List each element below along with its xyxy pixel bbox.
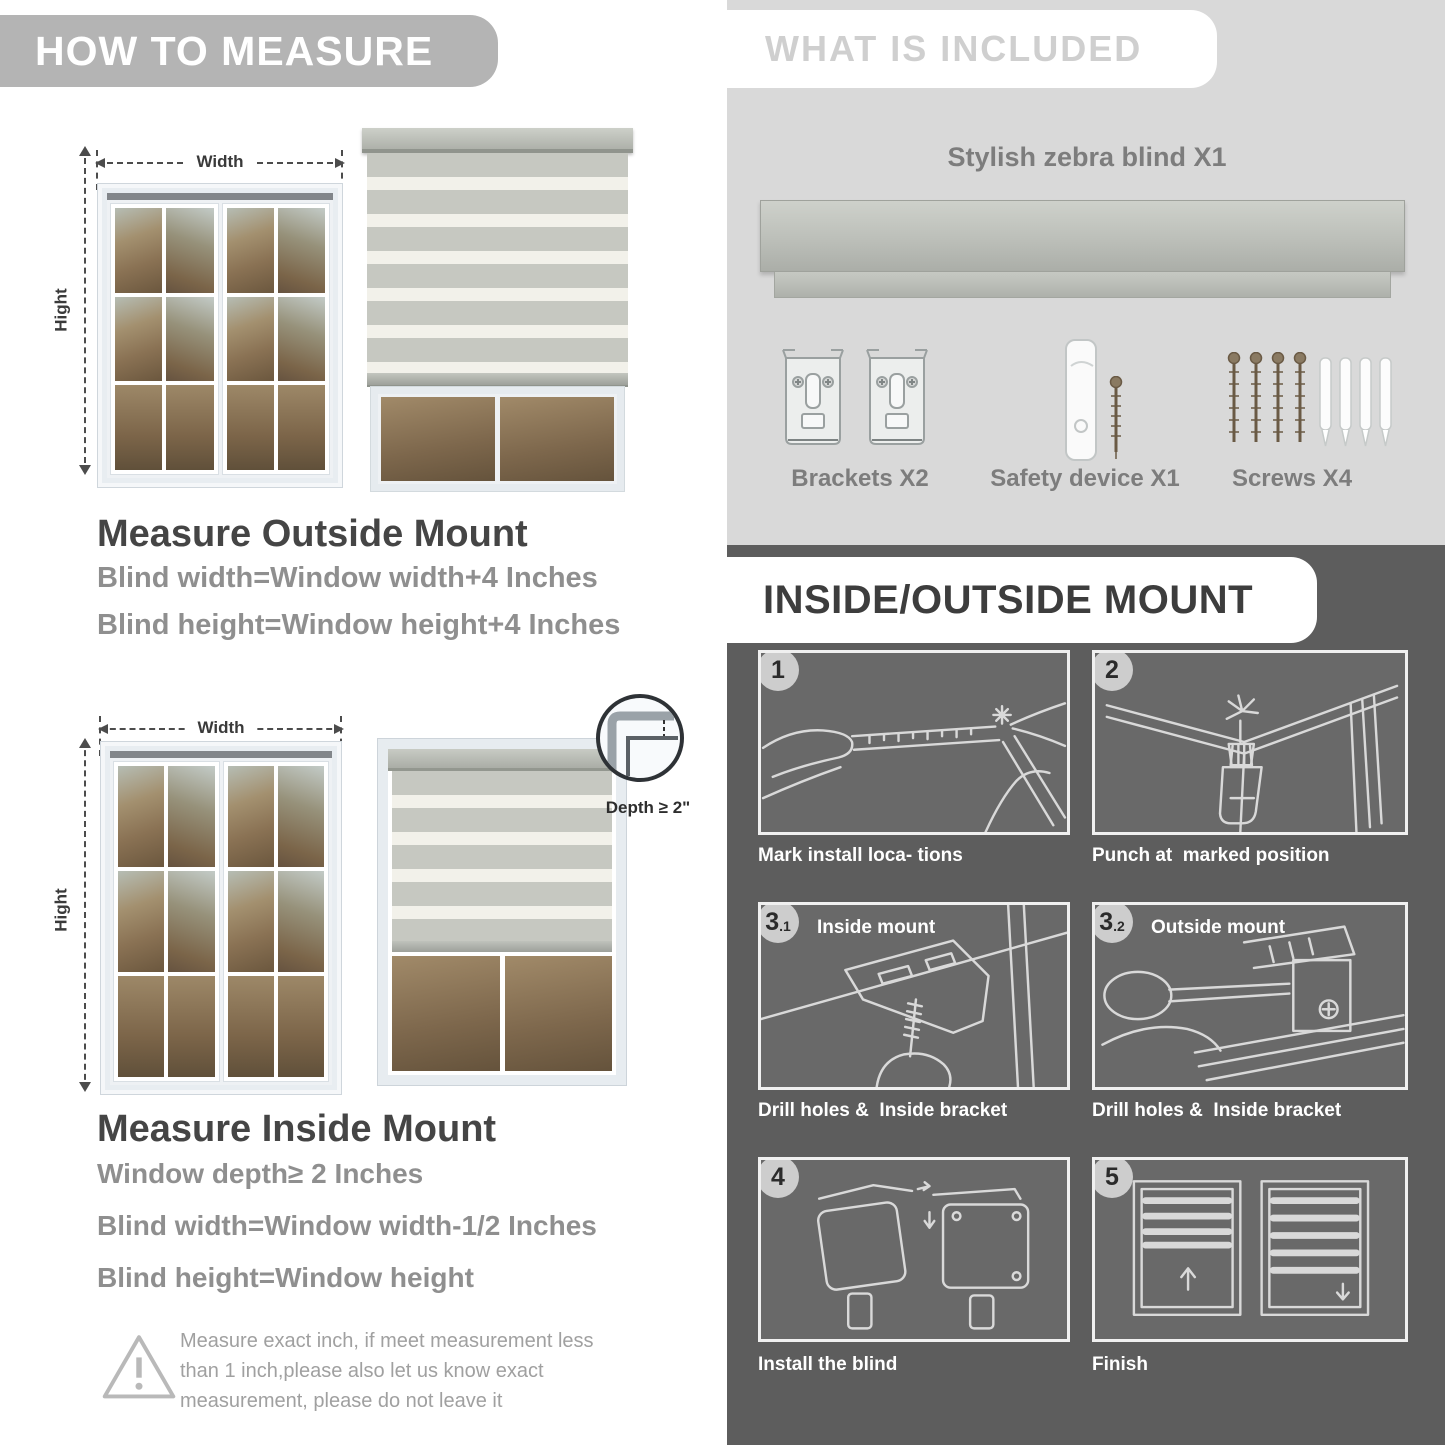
height-dimension-label: Hight <box>51 888 71 932</box>
measure-outside-title: Measure Outside Mount <box>97 513 528 555</box>
step-caption: Install the blind <box>758 1354 898 1375</box>
inside-outside-mount-title: INSIDE/OUTSIDE MOUNT <box>763 578 1254 622</box>
blind-zebra-stripes <box>392 771 612 941</box>
height-dimension-arrow <box>84 148 86 473</box>
blind-bottom-rail <box>392 941 612 952</box>
measure-rule-line: Blind width=Window width+4 Inches <box>97 562 598 594</box>
what-is-included-header <box>727 10 1217 88</box>
zebra-blind-illustration-outside <box>362 128 633 495</box>
blind-headrail-bottom-strip <box>774 272 1391 298</box>
measure-rule-line: Blind height=Window height+4 Inches <box>97 609 621 641</box>
step-number-badge: 4 <box>758 1157 799 1198</box>
blind-bottom-rail <box>367 373 628 387</box>
bracket-icon <box>866 348 928 454</box>
measure-inside-title: Measure Inside Mount <box>97 1108 497 1150</box>
measure-rule-line: Window depth≥ 2 Inches <box>97 1158 424 1189</box>
warning-triangle-icon <box>100 1326 178 1406</box>
step-caption: Mark install loca- tions <box>758 845 963 866</box>
window-track <box>110 751 332 758</box>
screw-icon <box>1108 376 1124 460</box>
step-number-badge: 1 <box>758 650 799 691</box>
step1-mark-locations-illustration <box>761 653 1067 832</box>
step-number-badge: 3 .1 <box>758 902 799 943</box>
step-caption: Punch at marked position <box>1092 845 1330 866</box>
inside-outside-mount-section <box>727 545 1445 1445</box>
depth-label: Depth ≥ 2" <box>605 798 691 817</box>
included-item-icons <box>727 338 1445 468</box>
warning-text: Measure exact inch, if meet measurement less than 1 inch,please also let us know exact measurement, please do not leave it <box>180 1330 594 1412</box>
item-label-safety-device: Safety device X1 <box>990 465 1180 492</box>
how-to-measure-title: HOW TO MEASURE <box>35 28 434 74</box>
item-label-brackets: Brackets X2 <box>791 465 929 492</box>
window-below-blind <box>392 956 612 1071</box>
step-caption: Drill holes & Inside bracket <box>758 1100 1008 1121</box>
step-sub-label: Inside mount <box>817 917 936 938</box>
screws-and-anchors-icon <box>1226 352 1396 456</box>
step-panel-5 <box>1092 1157 1408 1342</box>
width-dimension-label: Width <box>186 152 253 172</box>
step-panel-3-1 <box>758 902 1070 1090</box>
step5-finish-illustration <box>1095 1160 1405 1339</box>
window-illustration-outside <box>97 183 343 488</box>
bracket-icon <box>782 348 844 454</box>
step-panel-4 <box>758 1157 1070 1342</box>
height-dimension-arrow <box>84 740 86 1090</box>
step-number-badge: 3 .2 <box>1092 902 1133 943</box>
item-label-screws: Screws X4 <box>1231 465 1353 492</box>
width-dimension-label: Width <box>187 718 254 738</box>
safety-device-icon <box>1064 338 1100 464</box>
what-is-included-section <box>727 0 1445 545</box>
how-to-measure-header <box>0 15 498 87</box>
depth-magnifier-icon <box>596 694 684 782</box>
step-caption: Finish <box>1092 1354 1148 1375</box>
height-dimension-label: Hight <box>51 288 71 332</box>
step-sub-label: Outside mount <box>1151 917 1286 938</box>
blind-cassette <box>388 749 616 771</box>
measure-rule-line: Blind height=Window height <box>97 1262 474 1293</box>
product-label: Stylish zebra blind X1 <box>947 142 1227 172</box>
measure-rule-line: Blind width=Window width-1/2 Inches <box>97 1210 597 1241</box>
window-track <box>107 193 333 200</box>
blind-headrail-image <box>760 200 1405 272</box>
window-below-blind <box>371 387 624 491</box>
step-panel-1 <box>758 650 1070 835</box>
step-panel-2 <box>1092 650 1408 835</box>
blind-cassette <box>362 128 633 153</box>
step4-install-blind-illustration <box>761 1160 1067 1339</box>
step-caption: Drill holes & Inside bracket <box>1092 1100 1342 1121</box>
step-panel-3-2 <box>1092 902 1408 1090</box>
step-number-badge: 2 <box>1092 650 1133 691</box>
step-number-badge: 5 <box>1092 1157 1133 1198</box>
zebra-blind-illustration-inside <box>378 739 626 1085</box>
window-sashes <box>110 758 332 1085</box>
step2-punch-illustration <box>1095 653 1405 832</box>
window-sashes <box>107 200 333 478</box>
blind-zebra-stripes <box>367 153 628 373</box>
window-illustration-inside <box>100 741 342 1095</box>
what-is-included-title: WHAT IS INCLUDED <box>765 28 1143 69</box>
inside-outside-mount-header <box>727 557 1317 643</box>
